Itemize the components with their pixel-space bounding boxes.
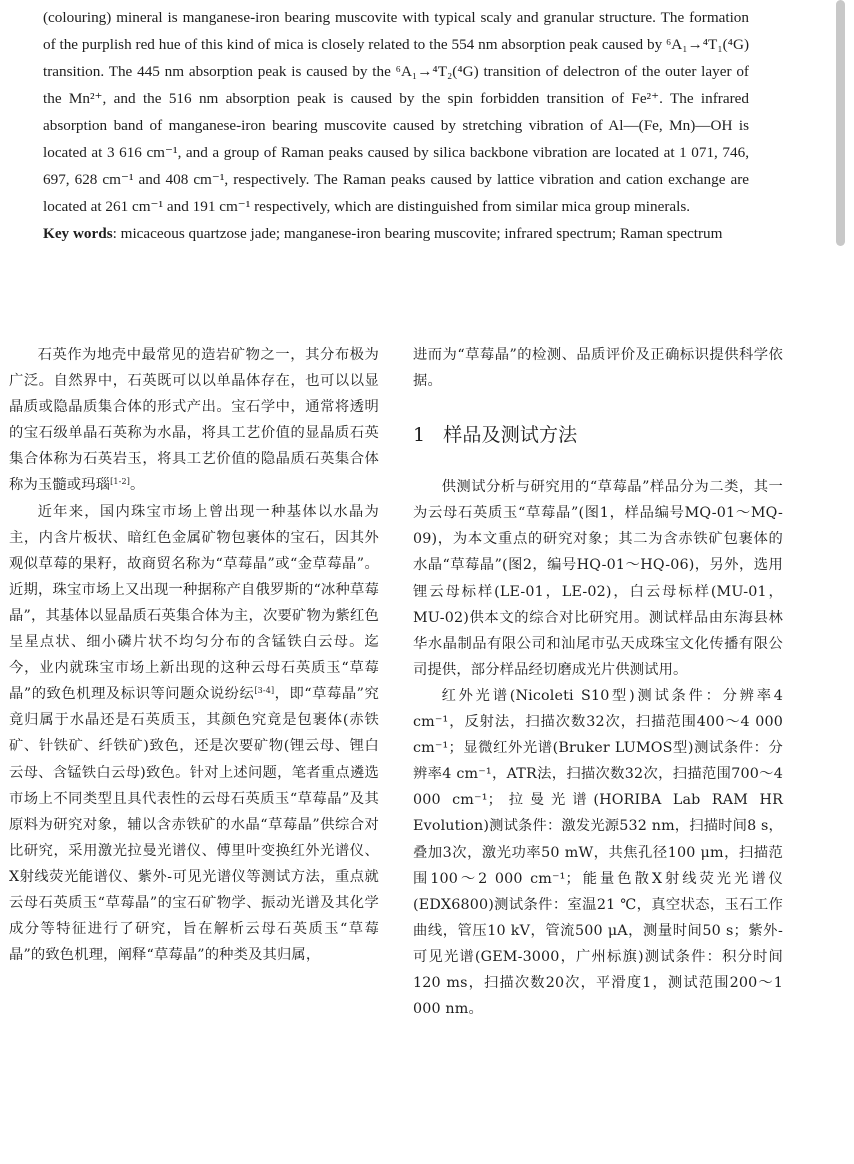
citation-1-2[interactable]: [1-2] (110, 477, 131, 487)
intro-paragraph-2-end: ，即“草莓晶”究竟归属于水晶还是石英质玉，其颜色究竟是包裹体(赤铁矿、针铁矿、纤铁矿)致色，还是次要矿物(锂云母、锂白云母、含锰铁白云母)致色。针对上述问题，笔者重点遴选市场上不同类型且具代表性的云母石英质玉“草莓晶”及其原料为研究对象，辅以含赤铁矿的水晶“草莓晶”供综合对比研究，采用激光拉曼光谱仪、傅里叶变换红外光谱仪、X射线荧光能谱仪、紫外-可见光谱仪等测试方法，重点就云母石英质玉“草莓晶”的宝石矿物学、振动光谱及其化学成分等特征进行了研究，旨在解析云母石英质玉“草莓晶”的致色机理，阐释“草莓晶”的种类及其归属， (9, 686, 379, 964)
intro-paragraph-2-text: 近年来，国内珠宝市场上曾出现一种基体以水晶为主，内含片板状、暗红色金属矿物包裹体的宝石，因其外观似草莓的果籽，故商贸名称为“草莓晶”或“金草莓晶”。近期，珠宝市场上又出现一种据称产自俄罗斯的“冰种草莓晶”，其基体以显晶质石英集合体为主，次要矿物为紫红色呈星点状、细小磷片状不均匀分布的含锰铁白云母。迄今，业内就珠宝市场上新出现的这种云母石英质玉“草莓晶”的致色机理及标识等问题众说纷纭 (9, 503, 379, 703)
section-heading (413, 421, 783, 449)
intro-paragraph-1-text: 石英作为地壳中最常见的造岩矿物之一，其分布极为广泛。自然界中，石英既可以以单晶体存在，也可以以显晶质或隐晶质集合体的形式产出。宝石学中，通常将透明的宝石级单晶石英称为水晶，将具工艺价值的显晶质石英集合体称为石英岩玉，将具工艺价值的隐晶质石英集合体称为玉髓或玛瑙 (9, 347, 379, 494)
scrollbar-thumb[interactable] (836, 0, 845, 246)
intro-paragraph-2 (9, 499, 379, 969)
intro-paragraph-continued: 进而为“草莓晶”的检测、品质评价及正确标识提供科学依据。 (413, 347, 783, 390)
citation-3-4[interactable]: [3-4] (254, 686, 275, 696)
intro-paragraph-1 (9, 342, 379, 499)
keywords-separator: : (112, 225, 121, 242)
intro-paragraph-1-end: 。 (130, 477, 145, 494)
left-column (9, 342, 379, 968)
abstract-section (43, 4, 749, 247)
samples-paragraph: 供测试分析与研究用的“草莓晶”样品分为二类，其一为云母石英质玉“草莓晶”(图1，样品编号MQ-01～MQ-09)，为本文重点的研究对象；其二为含赤铁矿包裹体的水晶“草莓晶”(图2，编号HQ-01～HQ-06)，另外，选用锂云母标样(LE-01，LE-02)，白云母标样(MU-01，MU-02)供本文的综合对比研究用。测试样品由东海县林华水晶制品有限公司和汕尾市弘天成珠宝文化传播有限公司提供，部分样品经切磨成光片供测试用。 (413, 479, 783, 678)
keywords-label: Key words (43, 225, 113, 242)
section-number: 1 (413, 424, 426, 447)
test-conditions-paragraph: 红外光谱(Nicoleti S10型)测试条件：分辨率4 cm⁻¹，反射法，扫描次数32次，扫描范围400～4 000 cm⁻¹；显微红外光谱(Bruker LUMOS型)测试条件：分辨率4 cm⁻¹，ATR法，扫描次数32次，扫描范围700～4 000 cm⁻¹；拉曼光谱(HORIBA Lab RAM HR Evolution)测试条件：激发光源532 nm，扫描时间8 s，叠加3次，激光功率50 mW，共焦孔径100 μm，扫描范围100～2 000 cm⁻¹；能量色散X射线荧光光谱仪(EDX6800)测试条件：室温21 ℃，真空状态，玉石工作曲线，管压10 kV，管流500 μA，测量时间50 s；紫外-可见光谱(GEM-3000，广州标旗)测试条件：积分时间120 ms，扫描次数20次，平滑度1，测试范围200～1 000 nm。 (413, 687, 783, 1018)
section-title: 样品及测试方法 (443, 424, 578, 447)
keywords-line (43, 220, 749, 247)
abstract-text: (colouring) mineral is manganese-iron bearing muscovite with typical scaly and granular structure. The formation of the purplish red hue of this kind of mica is closely related to the 554 nm absorption peak caused by ⁶A₁→⁴T₁(⁴G) transition. The 445 nm absorption peak is caused by the ⁶A₁→⁴T₂(⁴G) transition of delectron of the outer layer of the Mn²⁺, and the 516 nm absorption peak is caused by the spin forbidden transition of Fe²⁺. The infrared absorption band of manganese-iron bearing muscovite caused by stretching vibration of Al—(Fe, Mn)—OH is located at 3 616 cm⁻¹, and a group of Raman peaks caused by silica backbone vibration are located at 1 071, 746, 697, 628 cm⁻¹ and 408 cm⁻¹, respectively. The Raman peaks caused by lattice vibration and cation exchange are located at 261 cm⁻¹ and 191 cm⁻¹ respectively, which are distinguished from similar mica group minerals. (43, 9, 749, 215)
right-column (413, 342, 783, 1022)
keywords-text: micaceous quartzose jade; manganese-iron bearing muscovite; infrared spectrum; Raman spectrum (120, 225, 723, 242)
